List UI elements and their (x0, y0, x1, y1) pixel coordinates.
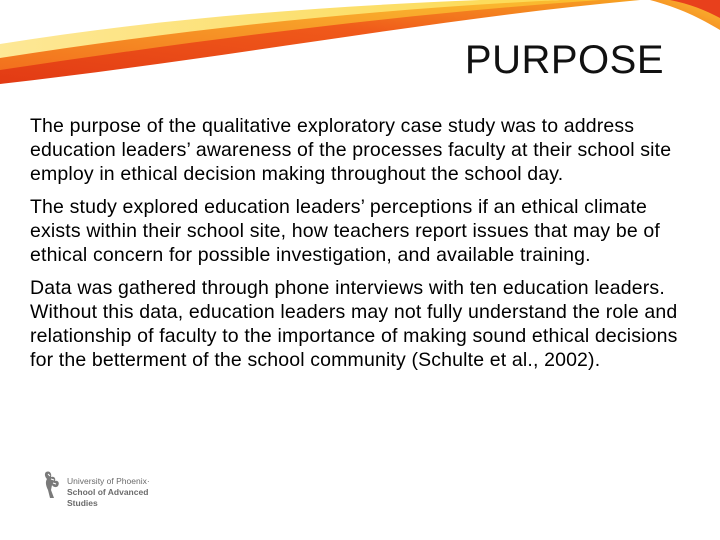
logo-line-studies: Studies (67, 498, 98, 508)
university-logo (42, 468, 172, 514)
paragraph-data-collection: Data was gathered through phone interviews with ten education leaders. Without this data, education leaders may not fully understand the role and relationship of faculty to the importance of making sound ethical decisions for the betterment of the school community (Schulte et al., 2002). (30, 277, 678, 371)
paragraph-study-scope: The study explored education leaders’ perceptions if an ethical climate exists within their school site, how teachers report issues that may be of ethical concern for possible investigation, and available training. (30, 196, 660, 266)
slide-title: PURPOSE (464, 38, 664, 82)
logo-line-school: School of Advanced (67, 487, 149, 497)
phoenix-bird-icon (42, 468, 68, 500)
logo-line-university: University of Phoenix· (67, 476, 150, 486)
slide-body (30, 114, 680, 381)
paragraph-purpose: The purpose of the qualitative exploratory case study was to address education leaders’ awareness of the processes faculty at their school site employ in ethical decision making throughout the school day. (30, 115, 672, 185)
